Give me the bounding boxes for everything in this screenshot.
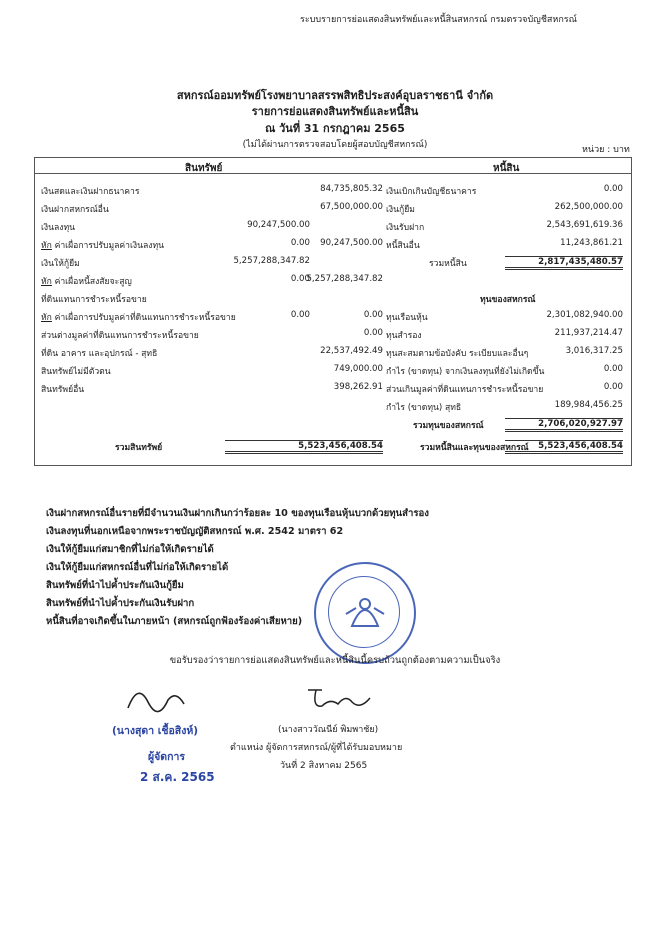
cooperative-seal-icon <box>314 562 416 664</box>
table-row: หัก ค่าเผื่อการปรับมูลค่าที่ดินแทนการชำระหนี้รอขาย 0.00 0.00 ทุนเรือนหุ้น 2,301,082,940.00 <box>41 310 623 323</box>
equity-header: ทุนของสหกรณ์ <box>480 295 536 305</box>
unit-label: หน่วย : บาท <box>582 145 630 155</box>
table-row: ที่ดินแทนการชำระหนี้รอขาย ทุนของสหกรณ์ <box>35 290 631 306</box>
top-note: ระบบรายการย่อแสดงสินทรัพย์และหนี้สินสหกรณ์ กรมตรวจบัญชีสหกรณ์ <box>300 15 577 25</box>
stamp-role: ผู้จัดการ <box>148 751 186 763</box>
stamp-name: (นางสุดา เชื้อสิงห์) <box>112 725 199 737</box>
note-item: เงินให้กู้ยืมแก่สมาชิกที่ไม่ก่อให้เกิดรายได้ <box>46 544 214 555</box>
handwritten-signature-left-icon <box>118 680 208 720</box>
stamp-date: 2 ส.ค. 2565 <box>140 770 215 784</box>
note-item: หนี้สินที่อาจเกิดขึ้นในภายหน้า (สหกรณ์ถูกฟ้องร้องค่าเสียหาย) <box>46 616 303 627</box>
note-item: เงินลงทุนที่นอกเหนือจากพระราชบัญญัติสหกรณ์ พ.ศ. 2542 มาตรา 62 <box>46 526 344 537</box>
signer-name: (นางสาววัณนีย์ พิมพาชัย) <box>278 725 379 735</box>
note-item: เงินให้กู้ยืมแก่สหกรณ์อื่นที่ไม่ก่อให้เกิดรายได้ <box>46 562 229 573</box>
handwritten-signature-right-icon <box>300 680 390 715</box>
table-row: ที่ดิน อาคาร และอุปกรณ์ - สุทธิ 22,537,492.49 ทุนสะสมตามข้อบังคับ ระเบียบและอื่นๆ 3,016,317.25 <box>41 346 623 359</box>
org-name: สหกรณ์ออมทรัพย์โรงพยาบาลสรรพสิทธิประสงค์อุบลราชธานี จำกัด <box>176 89 494 102</box>
table-row: ส่วนต่างมูลค่าที่ดินแทนการชำระหนี้รอขาย 0.00 ทุนสำรอง 211,937,214.47 <box>41 328 623 341</box>
signer-date: วันที่ 2 สิงหาคม 2565 <box>280 761 368 771</box>
seal-emblem-icon <box>316 564 414 662</box>
table-row: เงินลงทุน 90,247,500.00 เงินรับฝาก 2,543,691,619.36 <box>41 220 623 233</box>
report-title: รายการย่อแสดงสินทรัพย์และหนี้สิน <box>251 105 419 118</box>
assets-header: สินทรัพย์ <box>185 163 223 174</box>
table-row: เงินให้กู้ยืม 5,257,288,347.82 รวมหนี้สิน 2,817,435,480.57 <box>41 256 623 269</box>
table-row: สินทรัพย์ไม่มีตัวตน 749,000.00 กำไร (ขาดทุน) จากเงินลงทุนที่ยังไม่เกิดขึ้น 0.00 <box>41 364 623 377</box>
table-row: หัก ค่าเผื่อหนี้สงสัยจะสูญ 0.00 5,257,288,347.82 <box>41 274 383 287</box>
note-item: เงินฝากสหกรณ์อื่นรายที่มีจำนวนเงินฝากเกินกว่าร้อยละ 10 ของทุนเรือนหุ้นบวกด้วยทุนสำรอง <box>46 508 429 519</box>
header-divider <box>35 173 631 174</box>
table-row: เงินสดและเงินฝากธนาคาร 84,735,805.32 เงินเบิกเกินบัญชีธนาคาร 0.00 <box>41 184 623 197</box>
table-row: หัก ค่าเผื่อการปรับมูลค่าเงินลงทุน 0.00 90,247,500.00 หนี้สินอื่น 11,243,861.21 <box>41 238 623 251</box>
signer-position: ตำแหน่ง ผู้จัดการสหกรณ์/ผู้ที่ได้รับมอบหมาย <box>230 743 403 753</box>
note-item: สินทรัพย์ที่นำไปค้ำประกันเงินรับฝาก <box>46 598 195 609</box>
report-date: ณ วันที่ 31 กรกฎาคม 2565 <box>265 122 405 135</box>
totals-row: รวมสินทรัพย์ 5,523,456,408.54 รวมหนี้สินและทุนของสหกรณ์ 5,523,456,408.54 <box>115 441 623 453</box>
table-row: รวมทุนของสหกรณ์ 2,706,020,927.97 <box>413 419 623 431</box>
balance-sheet-table <box>34 157 632 466</box>
table-row: สินทรัพย์อื่น 398,262.91 ส่วนเกินมูลค่าที่ดินแทนการชำระหนี้รอขาย 0.00 <box>41 382 623 395</box>
table-row: เงินฝากสหกรณ์อื่น 67,500,000.00 เงินกู้ยืม 262,500,000.00 <box>41 202 623 215</box>
table-row: กำไร (ขาดทุน) สุทธิ 189,984,456.25 <box>386 400 623 413</box>
audit-note: (ไม่ได้ผ่านการตรวจสอบโดยผู้สอบบัญชีสหกรณ์) <box>242 140 428 150</box>
liabilities-header: หนี้สิน <box>493 163 520 174</box>
certification-text: ขอรับรองว่ารายการย่อแสดงสินทรัพย์และหนี้สินนี้ครบถ้วนถูกต้องตามความเป็นจริง <box>169 655 501 666</box>
note-item: สินทรัพย์ที่นำไปค้ำประกันเงินกู้ยืม <box>46 580 184 591</box>
